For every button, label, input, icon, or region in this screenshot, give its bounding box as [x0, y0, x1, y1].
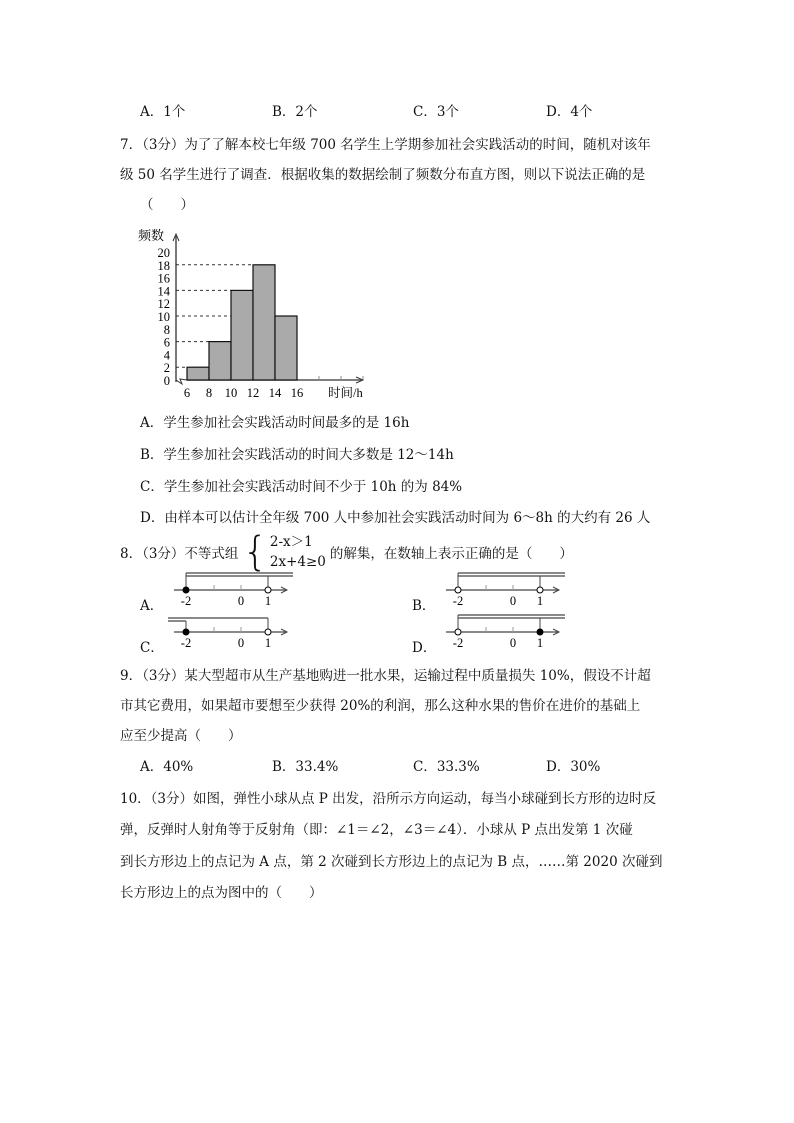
open-point [537, 587, 543, 593]
open-point [265, 587, 271, 593]
axis-label: 0 [237, 636, 245, 650]
axis-label: 0 [237, 594, 245, 608]
filled-point [183, 629, 189, 635]
q9-option-a: A．40% [140, 759, 194, 775]
x-tick-label: 14 [268, 386, 282, 400]
y-tick-label: 20 [157, 246, 170, 260]
open-point [455, 587, 461, 593]
q8-option-a-label: A． [140, 598, 164, 614]
q6-option-b: B．2个 [272, 104, 318, 120]
open-point [265, 629, 271, 635]
x-tick-label: 16 [290, 386, 304, 400]
y-tick-label: 0 [163, 374, 170, 388]
q7-option-c: C．学生参加社会实践活动时间不少于 10h 的为 84% [140, 479, 463, 495]
axis-label: 1 [264, 636, 272, 650]
q6-option-d: D．4个 [546, 104, 593, 120]
q8-inequality-2: 2x+4≥0 [269, 554, 326, 570]
x-axis-label: 时间/h [328, 386, 363, 400]
q7-line-3: （ ） [140, 197, 194, 213]
axis-label: 1 [264, 594, 272, 608]
axis-label: -2 [452, 636, 464, 650]
q10-line-2: 弹，反弹时人射角等于反射角（即：∠1＝∠2，∠3＝∠4）．小球从 P 点出发第 1 次碰 [120, 822, 633, 838]
open-point [455, 629, 461, 635]
q6-option-c: C．3个 [413, 104, 459, 120]
y-tick-label: 16 [157, 271, 170, 286]
q7-line-1: 7．（3分）为了了解本校七年级 700 名学生上学期参加社会实践活动的时间，随机对该年 [120, 137, 651, 153]
q9-line-2: 市其它费用，如果超市要想至少获得 20%的利润，那么这种水果的售价在进价的基础上 [120, 698, 641, 714]
q8-option-b-label: B． [412, 598, 436, 614]
q8-suffix: 的解集，在数轴上表示正确的是（ ） [329, 546, 573, 562]
q10-line-3: 到长方形边上的点记为 A 点，第 2 次碰到长方形边上的点记为 B 点，……第 2020 次碰到 [120, 854, 663, 870]
y-tick-label: 12 [157, 297, 170, 312]
axis-label: -2 [452, 594, 464, 608]
q9-option-b: B．33.4% [272, 759, 339, 775]
axis-label: -2 [180, 594, 192, 608]
q7-option-a: A．学生参加社会实践活动时间最多的是 16h [140, 415, 410, 431]
brace-symbol: { [242, 529, 268, 575]
filled-point [537, 629, 543, 635]
y-tick-label: 14 [157, 284, 170, 299]
y-tick-label: 18 [157, 258, 170, 273]
q8-inequality-1: 2-x＞1 [269, 534, 313, 550]
x-tick-label: 8 [205, 386, 213, 400]
y-axis-label: 频数 [138, 228, 165, 243]
q8-option-d-label: D． [412, 640, 437, 656]
axis-label: -2 [180, 636, 192, 650]
axis-label: 0 [509, 594, 517, 608]
q9-option-c: C．33.3% [413, 759, 480, 775]
axis-label: 1 [536, 636, 544, 650]
x-tick-label: 12 [246, 386, 260, 400]
q10-line-4: 长方形边上的点为图中的（ ） [120, 885, 323, 901]
q9-line-3: 应至少提高（ ） [120, 728, 242, 744]
x-tick-label: 10 [224, 386, 238, 400]
y-tick-label: 4 [163, 348, 170, 363]
y-tick-label: 8 [163, 322, 170, 337]
q10-line-1: 10．（3分）如图，弹性小球从点 P 出发，沿所示方向运动，每当小球碰到长方形的边时反 [120, 791, 657, 807]
q9-line-1: 9．（3分）某大型超市从生产基地购进一批水果，运输过程中质量损失 10%，假设不计超 [120, 668, 651, 684]
q8-prefix: 8．（3分）不等式组 [120, 546, 239, 562]
q6-option-a: A．1个 [140, 104, 186, 120]
q7-option-b: B．学生参加社会实践活动的时间大多数是 12～14h [140, 447, 454, 463]
q9-option-d: D．30% [546, 759, 601, 775]
axis-label: 0 [509, 636, 517, 650]
y-tick-label: 10 [157, 310, 170, 324]
y-tick-label: 6 [163, 335, 170, 350]
axis-label: 1 [536, 594, 544, 608]
q8-option-c-label: C． [140, 640, 164, 656]
y-tick-label: 2 [163, 361, 170, 376]
q7-option-d: D．由样本可以估计全年级 700 人中参加社会实践活动时间为 6～8h 的大约有 26 人 [140, 510, 651, 526]
x-tick-label: 6 [183, 386, 191, 400]
filled-point [183, 587, 189, 593]
q7-line-2: 级 50 名学生进行了调查．根据收集的数据绘制了频数分布直方图，则以下说法正确的是 [120, 167, 646, 183]
